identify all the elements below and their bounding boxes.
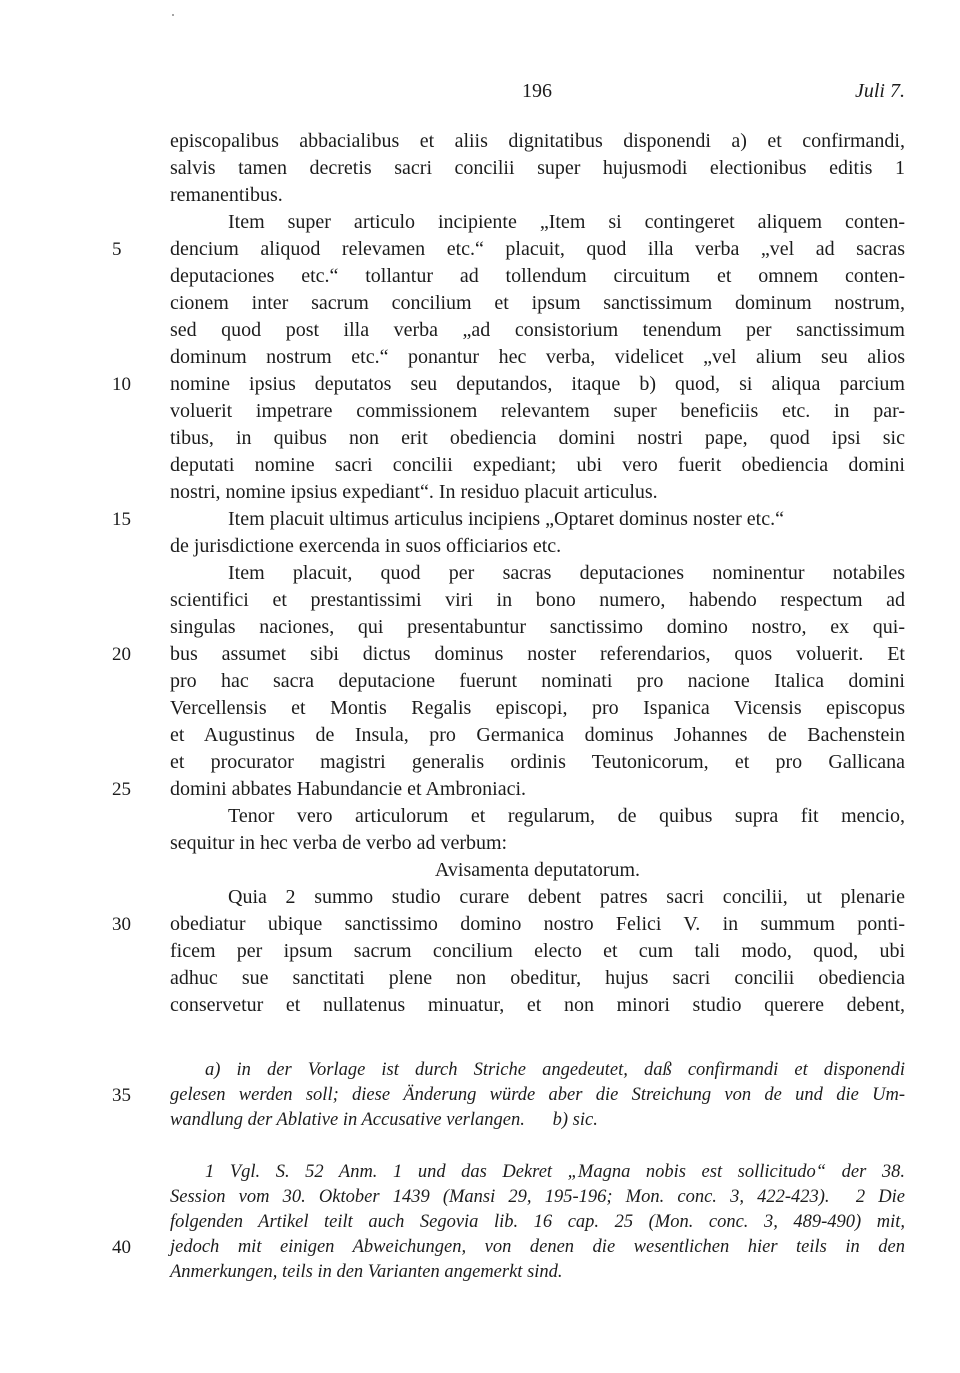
text-line: Vercellensis et Montis Regalis episcopi, pro Ispanica Vicensis episcopus bbox=[170, 697, 905, 719]
text-line: Item placuit ultimus articulus incipiens „Optaret dominus noster etc.“ bbox=[228, 508, 784, 530]
text-line: obediatur ubique sanctissimo domino nostro Felici V. in summum ponti- bbox=[170, 913, 905, 935]
text-line: remanentibus. bbox=[170, 184, 283, 206]
footnote-line: gelesen werden soll; diese Änderung würde aber die Streichung von de und die Um- bbox=[170, 1085, 905, 1105]
text-line: domini abbates Habundancie et Ambroniaci. bbox=[170, 778, 527, 800]
text-line: deputati nomine sacri concilii expediant; ubi vero fuerit obediencia domini bbox=[170, 454, 905, 476]
line-number: 20 bbox=[112, 644, 131, 665]
text-line: et Augustinus de Insula, pro Germanica dominus Johannes de Bachenstein bbox=[170, 724, 905, 746]
running-head: Juli 7. bbox=[855, 80, 905, 102]
line-number: 5 bbox=[112, 239, 122, 260]
text-line: dencium aliquod relevamen etc.“ placuit, quod illa verba „vel ad sacras bbox=[170, 238, 905, 260]
section-heading: Avisamenta deputatorum. bbox=[434, 859, 641, 881]
text-line: adhuc sue sanctitati plene non obeditur, hujus sacri concilii obediencia bbox=[170, 967, 905, 989]
page-number: 196 bbox=[522, 80, 552, 102]
text-line: Item super articulo incipiente „Item si contingeret aliquem conten- bbox=[228, 211, 905, 233]
text-line: Item placuit, quod per sacras deputaciones nominentur notabiles bbox=[228, 562, 905, 584]
footnote-line: wandlung der Ablative in Accusative verlangen. b) sic. bbox=[170, 1110, 598, 1130]
line-number: 10 bbox=[112, 374, 131, 395]
text-line: tibus, in quibus non erit obediencia domini nostri pape, quod ipsi sic bbox=[170, 427, 905, 449]
text-line: ficem per ipsum sacrum concilium electo et cum tali modo, quod, ubi bbox=[170, 940, 905, 962]
line-number: 25 bbox=[112, 779, 131, 800]
line-number: 15 bbox=[112, 509, 131, 530]
text-line: Tenor vero articulorum et regularum, de quibus supra fit mencio, bbox=[228, 805, 905, 827]
text-line: deputaciones etc.“ tollantur ad tollendum circuitum et omnem conten- bbox=[170, 265, 905, 287]
text-line: dominum nostrum etc.“ ponantur hec verba, videlicet „vel alium seu alios bbox=[170, 346, 905, 368]
footnote-line: 1 Vgl. S. 52 Anm. 1 und das Dekret „Magna nobis est sollicitudo“ der 38. bbox=[205, 1162, 905, 1182]
text-line: pro hac sacra deputacione fuerunt nominati pro nacione Italica domini bbox=[170, 670, 905, 692]
text-line: nostri, nomine ipsius expediant“. In residuo placuit articulus. bbox=[170, 481, 658, 503]
footnote-line: a) in der Vorlage ist durch Striche angedeutet, daß confirmandi et disponendi bbox=[205, 1060, 905, 1080]
text-line: singulas naciones, qui presentabuntur sanctissimo domino nostro, ex qui- bbox=[170, 616, 905, 638]
text-line: et procurator magistri generalis ordinis Teutonicorum, et pro Gallicana bbox=[170, 751, 905, 773]
text-line: bus assumet sibi dictus dominus noster referendarios, quos voluerit. Et bbox=[170, 643, 905, 665]
page-header bbox=[170, 80, 905, 110]
text-line: sed quod post illa verba „ad consistorium tenendum per sanctissimum bbox=[170, 319, 905, 341]
text-line: sequitur in hec verba de verbo ad verbum: bbox=[170, 832, 508, 854]
line-number: 30 bbox=[112, 914, 131, 935]
text-line: de jurisdictione exercenda in suos officiarios etc. bbox=[170, 535, 562, 557]
footnote-line: Session vom 30. Oktober 1439 (Mansi 29, 195-196; Mon. conc. 3, 422-423). 2 Die bbox=[170, 1187, 905, 1207]
footnote-line: Anmerkungen, teils in den Varianten angemerkt sind. bbox=[170, 1262, 563, 1282]
text-line: episcopalibus abbacialibus et aliis dignitatibus disponendi a) et confirmandi, bbox=[170, 130, 905, 152]
line-number: 35 bbox=[112, 1085, 131, 1106]
line-number: 40 bbox=[112, 1237, 131, 1258]
text-line: cionem inter sacrum concilium et ipsum sanctissimum dominum nostrum, bbox=[170, 292, 905, 314]
text-line: salvis tamen decretis sacri concilii super hujusmodi electionibus editis 1 bbox=[170, 157, 905, 179]
text-line: scientifici et prestantissimi viri in bono numero, habendo respectum ad bbox=[170, 589, 905, 611]
text-line: Quia 2 summo studio curare debent patres sacri concilii, ut plenarie bbox=[228, 886, 905, 908]
text-line: nomine ipsius deputatos seu deputandos, itaque b) quod, si aliqua parcium bbox=[170, 373, 905, 395]
text-line: conservetur et nullatenus minuatur, et non minori studio querere debent, bbox=[170, 994, 905, 1016]
scan-speck bbox=[172, 14, 174, 16]
text-line: voluerit impetrare commissionem relevantem super beneficiis etc. in par- bbox=[170, 400, 905, 422]
footnote-line: folgenden Artikel teilt auch Segovia lib. 16 cap. 25 (Mon. conc. 3, 489-490) mit, bbox=[170, 1212, 905, 1232]
footnote-line: jedoch mit einigen Abweichungen, von denen die wesentlichen hier teils in den bbox=[170, 1237, 905, 1257]
